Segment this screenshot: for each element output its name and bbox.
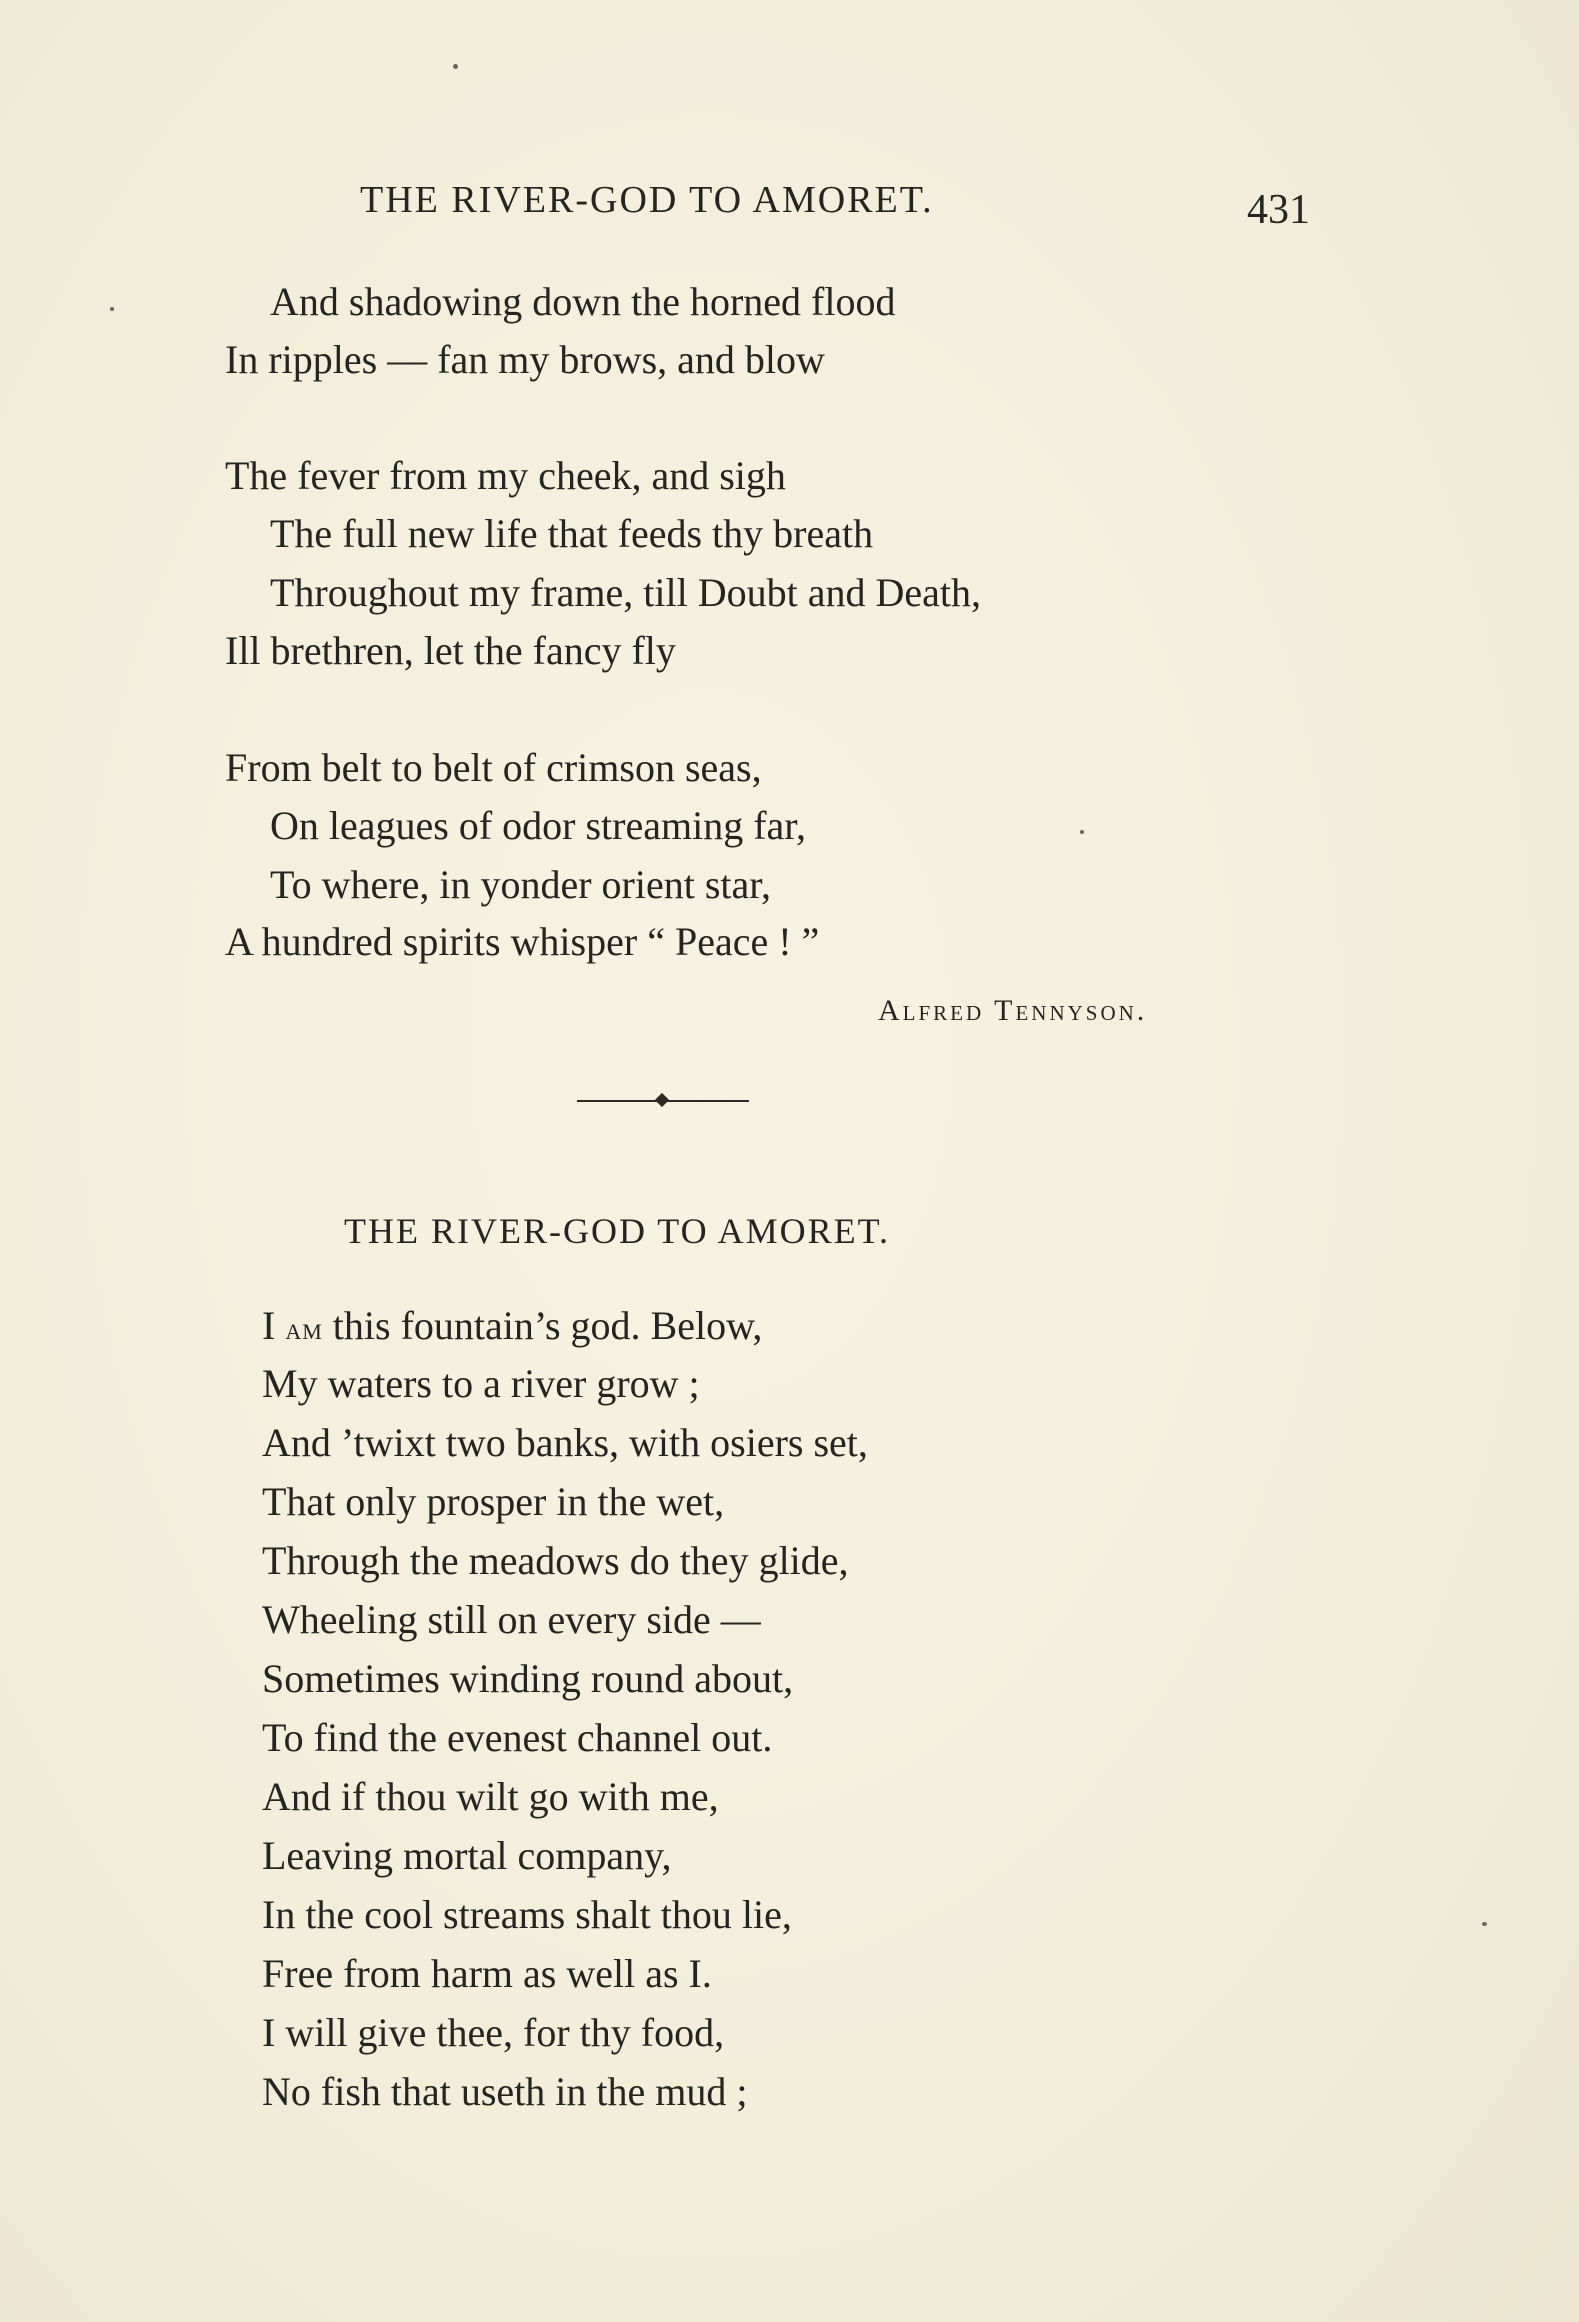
poem-line: That only prosper in the wet,: [262, 1479, 725, 1524]
poem-line: And ’twixt two banks, with osiers set,: [262, 1420, 868, 1465]
poem-line: And shadowing down the horned flood: [270, 279, 896, 324]
poem-line: Through the meadows do they glide,: [262, 1538, 849, 1583]
poem-line: In ripples — fan my brows, and blow: [225, 337, 825, 382]
poem-line: I will give thee, for thy food,: [262, 2010, 725, 2055]
poem-line: Ill brethren, let the fancy fly: [225, 628, 676, 673]
first-word-smallcaps: am: [285, 1310, 323, 1346]
divider-diamond-icon: [655, 1093, 669, 1107]
poem-line: On leagues of odor streaming far,: [270, 803, 806, 848]
paper-speck: [110, 307, 114, 311]
poem-line: To find the evenest channel out.: [262, 1715, 773, 1760]
paper-speck: [453, 64, 458, 69]
page-number: 431: [1247, 187, 1310, 233]
section-divider: [577, 1091, 749, 1111]
poem-title: THE RIVER-GOD TO AMORET.: [344, 1211, 890, 1251]
poem-line: Wheeling still on every side —: [262, 1597, 761, 1642]
poem-line: Throughout my frame, till Doubt and Death,: [270, 570, 981, 615]
poem-line: The fever from my cheek, and sigh: [225, 453, 786, 498]
first-word: I: [262, 1303, 276, 1348]
poem-line: To where, in yonder orient star,: [270, 862, 771, 907]
poem-line: In the cool streams shalt thou lie,: [262, 1892, 792, 1937]
poem-line: The full new life that feeds thy breath: [270, 511, 874, 556]
author-signature: Alfred Tennyson.: [878, 994, 1148, 1027]
poem-first-line: [262, 1303, 763, 1348]
running-head: THE RIVER-GOD TO AMORET.: [360, 179, 934, 221]
poem-line: From belt to belt of crimson seas,: [225, 745, 762, 790]
poem-line: Free from harm as well as I.: [262, 1951, 712, 1996]
poem-line: A hundred spirits whisper “ Peace ! ”: [225, 919, 820, 964]
poem-line: Leaving mortal company,: [262, 1833, 672, 1878]
paper-speck: [1080, 830, 1084, 834]
paper-speck: [1482, 1922, 1487, 1926]
first-line-rest: this fountain’s god. Below,: [322, 1303, 763, 1348]
poem-line: No fish that useth in the mud ;: [262, 2069, 748, 2114]
poem-line: And if thou wilt go with me,: [262, 1774, 719, 1819]
poem-line: My waters to a river grow ;: [262, 1361, 700, 1406]
poem-line: Sometimes winding round about,: [262, 1656, 794, 1701]
